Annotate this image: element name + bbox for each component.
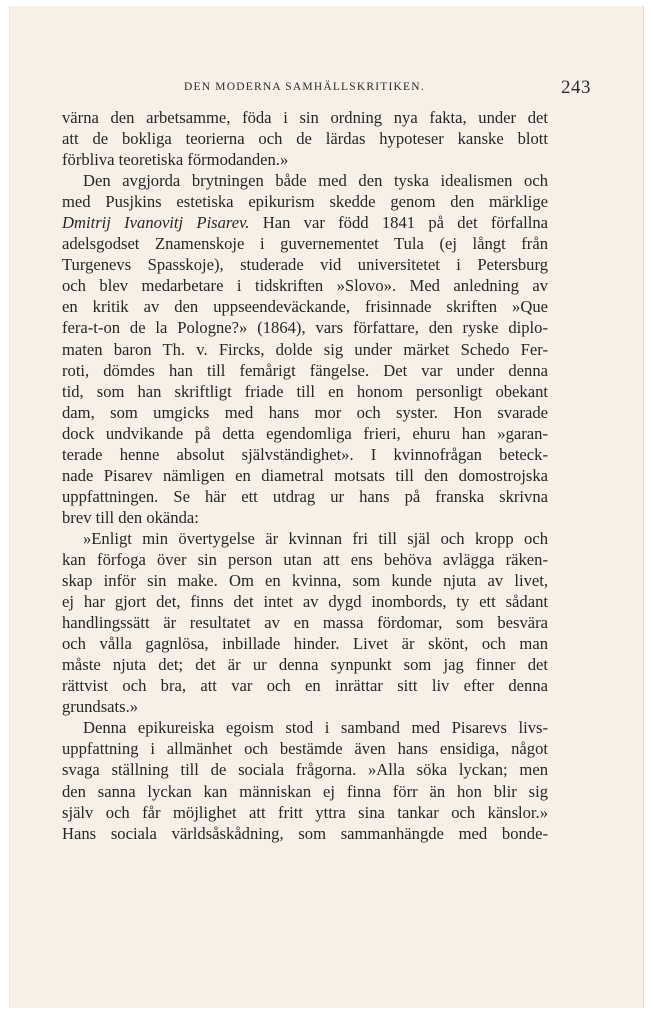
text-line (62, 802, 548, 823)
line-text: adelsgodset Znamenskoje i guvernementet Tula (ej långt från (62, 234, 548, 254)
text-line (62, 612, 548, 633)
line-text: dam, som umgicks med hans mor och syster. Hon svarade (62, 402, 548, 422)
text-line (62, 275, 548, 296)
text-line (62, 254, 548, 275)
text-line (62, 717, 548, 738)
line-text: den sanna lyckan kan människan ej finna förr än hon blir sig (62, 781, 548, 801)
line-text: »Enligt min övertygelse är kvinnan fri till själ och kropp och (83, 528, 548, 548)
line-text: och vålla gagnlösa, inbillade hinder. Livet är skönt, och man (62, 634, 548, 654)
text-line (62, 149, 548, 170)
running-title: DEN MODERNA SAMHÄLLSKRITIKEN. (184, 81, 425, 93)
line-text: roti, dömdes han till femårigt fängelse. Det var under denna (62, 360, 548, 380)
text-line (62, 823, 548, 844)
text-line (62, 212, 548, 233)
text-line (62, 507, 548, 528)
text-line (62, 465, 548, 486)
line-text: terade henne absolut självständighet». I kvinnofrågan beteck- (62, 444, 548, 464)
line-text: ej har gjort det, finns det intet av dygd inombords, ty ett sådant (62, 592, 548, 612)
text-line (62, 654, 548, 675)
line-text: nade Pisarev nämligen en diametral motsats till den domostrojska (62, 465, 548, 485)
line-text: Turgenevs Spasskoje), studerade vid universitetet i Petersburg (62, 255, 548, 275)
text-line (62, 170, 548, 191)
line-text: skap inför sin make. Om en kvinna, som kunde njuta av livet, (62, 571, 548, 591)
line-text: en kritik av den uppseendeväckande, frisinnade skriften »Que (62, 297, 548, 317)
text-line (62, 570, 548, 591)
text-line (62, 107, 548, 128)
line-text: rättvist och bra, att var och en inrättar sitt liv efter denna (62, 676, 548, 696)
line-text: brev till den okända: (62, 507, 199, 527)
text-line (62, 296, 548, 317)
text-line (62, 191, 548, 212)
text-line (62, 423, 548, 444)
line-text: Denna epikureiska egoism stod i samband med Pisarevs livs- (83, 718, 548, 738)
text-line (62, 381, 548, 402)
line-text: uppfattningen. Se här ett utdrag ur hans på franska skrivna (62, 486, 548, 506)
line-text: handlingssätt är resultatet av en massa fördomar, som besvära (62, 613, 548, 633)
text-line (62, 402, 548, 423)
body-text (62, 107, 548, 844)
text-line (62, 528, 548, 549)
line-text: måste njuta det; det är ur denna synpunkt som jag finner det (62, 655, 548, 675)
text-line (62, 675, 548, 696)
text-line (62, 444, 548, 465)
line-text: förbliva teoretiska förmodanden.» (62, 150, 289, 170)
line-text: Den avgjorda brytningen både med den tyska idealismen och (83, 171, 548, 191)
line-text: Hans sociala världsåskådning, som sammanhängde med bonde- (62, 823, 548, 843)
text-line (62, 696, 548, 717)
text-line (62, 633, 548, 654)
line-text: med Pusjkins estetiska epikurism skedde genom den märklige (62, 192, 548, 212)
text-line (62, 317, 548, 338)
line-text: tid, som han skriftligt friade till en honom personligt obekant (62, 381, 548, 401)
text-line (62, 233, 548, 254)
line-text: kan förfoga över sin person utan att ens behöva avlägga räken- (62, 549, 548, 569)
text-line (62, 128, 548, 149)
line-text: och blev medarbetare i tidskriften »Slovo». Med anledning av (62, 276, 548, 296)
text-line (62, 549, 548, 570)
text-line (62, 738, 548, 759)
text-line (62, 591, 548, 612)
line-text: grundsats.» (62, 697, 139, 717)
line-text: själv och får möjlighet att fritt yttra sina tankar och känslor.» (62, 802, 548, 822)
line-text: Han var född 1841 på det förfallna (249, 213, 548, 233)
line-text: maten baron Th. v. Fircks, dolde sig under märket Schedo Fer- (62, 339, 548, 359)
line-text: svaga ställning till de sociala frågorna. »Alla söka lyckan; men (62, 760, 548, 780)
line-text: värna den arbetsamme, föda i sin ordning nya fakta, under det (62, 108, 548, 127)
text-line (62, 781, 548, 802)
text-line (62, 759, 548, 780)
text-line (62, 339, 548, 360)
text-line (62, 486, 548, 507)
italic-name: Dmitrij Ivanovitj Pisarev. (62, 213, 250, 233)
text-line (62, 360, 548, 381)
line-text: fera-t-on de la Pologne?» (1864), vars författare, den ryske diplo- (62, 318, 548, 338)
line-text: att de bokliga teorierna och de lärdas hypoteser kanske blott (62, 129, 548, 149)
line-text: dock undvikande på detta egendomliga frieri, ehuru han »garan- (62, 423, 548, 443)
line-text: uppfattning i allmänhet och bestämde även hans ensidiga, något (62, 739, 548, 759)
page-number: 243 (561, 77, 591, 98)
book-page (10, 6, 643, 1008)
running-head (62, 77, 591, 99)
